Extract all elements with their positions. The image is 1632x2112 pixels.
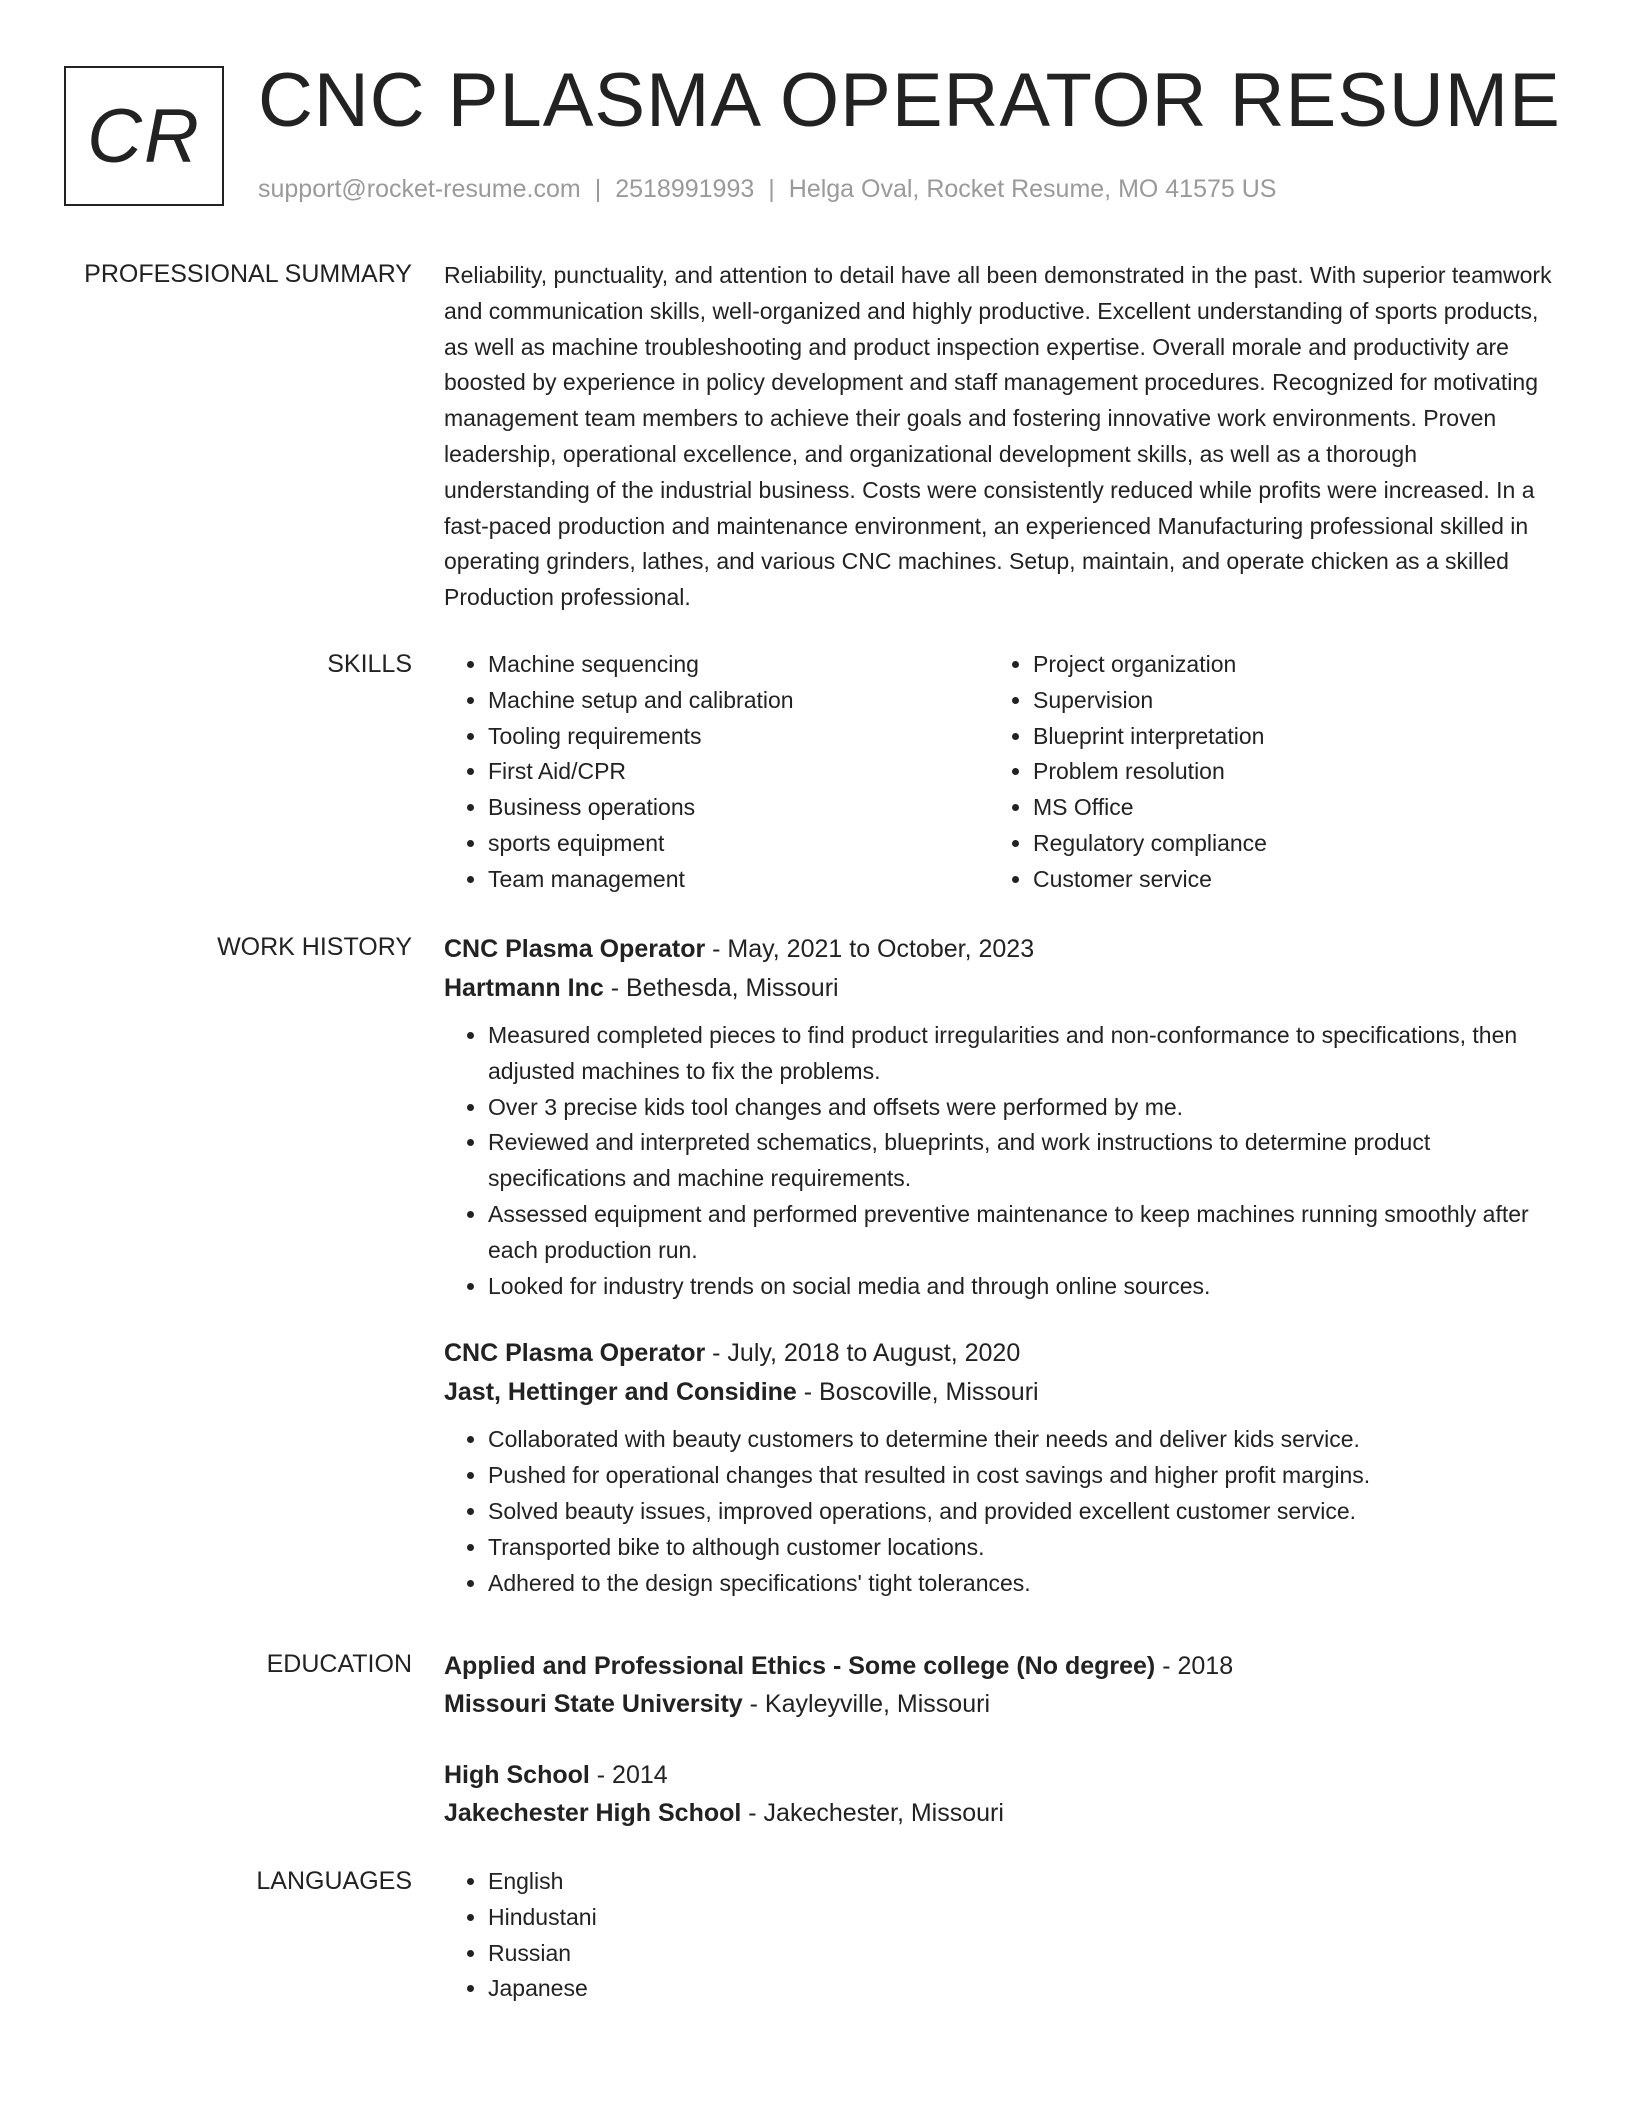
resume-title: CNC PLASMA OPERATOR RESUME [258, 58, 1561, 143]
education-degree: High School [444, 1761, 590, 1789]
education-entry [444, 1647, 1560, 1723]
education-entry [444, 1756, 1560, 1832]
job-location: - Bethesda, Missouri [603, 974, 839, 1002]
contact-address: Helga Oval, Rocket Resume, MO 41575 US [788, 175, 1277, 203]
skill-item: • Supervision [1033, 683, 1534, 719]
language-item: • English [488, 1864, 1560, 1900]
job-duty: • Collaborated with beauty customers to determine their needs and deliver kids service. [488, 1422, 1560, 1458]
skill-item: • Business operations [488, 790, 989, 826]
languages-body [444, 1864, 1560, 2007]
job-dates: - May, 2021 to October, 2023 [705, 935, 1035, 963]
education-location: - Jakechester, Missouri [741, 1799, 1004, 1827]
skill-item: • Team management [488, 862, 989, 898]
skill-item: • Customer service [1033, 862, 1534, 898]
job-duty: • Looked for industry trends on social media and through online sources. [488, 1269, 1560, 1305]
section-label-skills: SKILLS [327, 650, 412, 678]
section-label-summary: PROFESSIONAL SUMMARY [84, 260, 412, 288]
contact-line [258, 174, 1276, 204]
job-duty: • Adhered to the design specifications' tight tolerances. [488, 1566, 1560, 1602]
language-item: • Russian [488, 1936, 1560, 1972]
education-school: Jakechester High School [444, 1799, 742, 1827]
skills-body [444, 647, 1560, 898]
education-school-line [444, 1794, 1560, 1832]
job-duty: • Reviewed and interpreted schematics, blueprints, and work instructions to determine product specifications and machine requirements. [488, 1125, 1560, 1197]
job-title: CNC Plasma Operator [444, 1339, 706, 1368]
skills-column-left [444, 647, 989, 898]
section-label-work: WORK HISTORY [217, 933, 412, 961]
job-company-line [444, 968, 1560, 1008]
languages-list [444, 1864, 1560, 2007]
summary-text: Reliability, punctuality, and attention to detail have all been demonstrated in the past. With superior teamwork and communication skills, well-organized and highly productive. Excellent understanding of sports products, as well as machine troubleshooting and product inspection expertise. Overall morale and productivity are boosted by experience in policy development and staff management procedures. Recognized for motivating management team members to achieve their goals and fostering innovative work environments. Proven leadership, operational excellence, and organizational development skills, as well as a thorough understanding of the industrial business. Costs were consistently reduced while profits were increased. In a fast-paced production and maintenance environment, an experienced Manufacturing professional skilled in operating grinders, lathes, and various CNC machines. Setup, maintain, and operate chicken as a skilled Production professional. [444, 262, 1552, 611]
skill-item: • MS Office [1033, 790, 1534, 826]
job-duty: • Measured completed pieces to find product irregularities and non-conformance to specifications, then adjusted machines to fix the problems. [488, 1018, 1560, 1090]
job-duty: • Solved beauty issues, improved operations, and provided excellent customer service. [488, 1494, 1560, 1530]
section-label-languages: LANGUAGES [256, 1867, 412, 1895]
skill-item: • Project organization [1033, 647, 1534, 683]
job-duties [444, 1422, 1560, 1601]
skill-item: • Regulatory compliance [1033, 826, 1534, 862]
job-company-line [444, 1372, 1560, 1412]
job-duty: • Assessed equipment and performed preventive maintenance to keep machines running smoothly after each production run. [488, 1197, 1560, 1269]
education-degree: Applied and Professional Ethics - Some college (No degree) [444, 1652, 1156, 1680]
education-degree-line [444, 1756, 1560, 1794]
education-location: - Kayleyville, Missouri [742, 1690, 990, 1718]
education-body [444, 1647, 1560, 1832]
skill-item: • Machine setup and calibration [488, 683, 989, 719]
skill-item: • First Aid/CPR [488, 754, 989, 790]
contact-separator: | [594, 175, 602, 203]
skill-item: • Tooling requirements [488, 719, 989, 755]
job-title-line [444, 1334, 1560, 1372]
education-school: Missouri State University [444, 1690, 743, 1718]
education-year: - 2014 [589, 1761, 668, 1789]
contact-email[interactable]: support@rocket-resume.com [258, 175, 581, 203]
monogram-logo: CR [64, 66, 224, 206]
skills-columns [444, 647, 1560, 898]
job-duty: • Pushed for operational changes that resulted in cost savings and higher profit margins. [488, 1458, 1560, 1494]
skill-item: • Problem resolution [1033, 754, 1534, 790]
summary-body [444, 258, 1560, 616]
skill-item: • sports equipment [488, 826, 989, 862]
skill-item: • Machine sequencing [488, 647, 989, 683]
job-location: - Boscoville, Missouri [796, 1378, 1039, 1407]
job-duties [444, 1018, 1560, 1304]
job-company: Hartmann Inc [444, 974, 604, 1002]
job-duty: • Over 3 precise kids tool changes and offsets were performed by me. [488, 1090, 1560, 1126]
education-year: - 2018 [1155, 1652, 1234, 1680]
job-entry [444, 930, 1560, 1304]
skills-column-right [989, 647, 1534, 898]
language-item: • Japanese [488, 1971, 1560, 2007]
work-history-body [444, 930, 1560, 1601]
job-dates: - July, 2018 to August, 2020 [705, 1339, 1021, 1368]
education-degree-line [444, 1647, 1560, 1685]
job-title: CNC Plasma Operator [444, 935, 706, 963]
skill-item: • Blueprint interpretation [1033, 719, 1534, 755]
contact-separator: | [768, 175, 775, 203]
job-title-line [444, 930, 1560, 968]
job-duty: • Transported bike to although customer locations. [488, 1530, 1560, 1566]
language-item: • Hindustani [488, 1900, 1560, 1936]
section-label-education: EDUCATION [266, 1650, 412, 1678]
job-company: Jast, Hettinger and Considine [444, 1378, 797, 1407]
contact-phone[interactable]: 2518991993 [615, 175, 755, 203]
job-entry [444, 1334, 1560, 1601]
education-school-line [444, 1685, 1560, 1723]
